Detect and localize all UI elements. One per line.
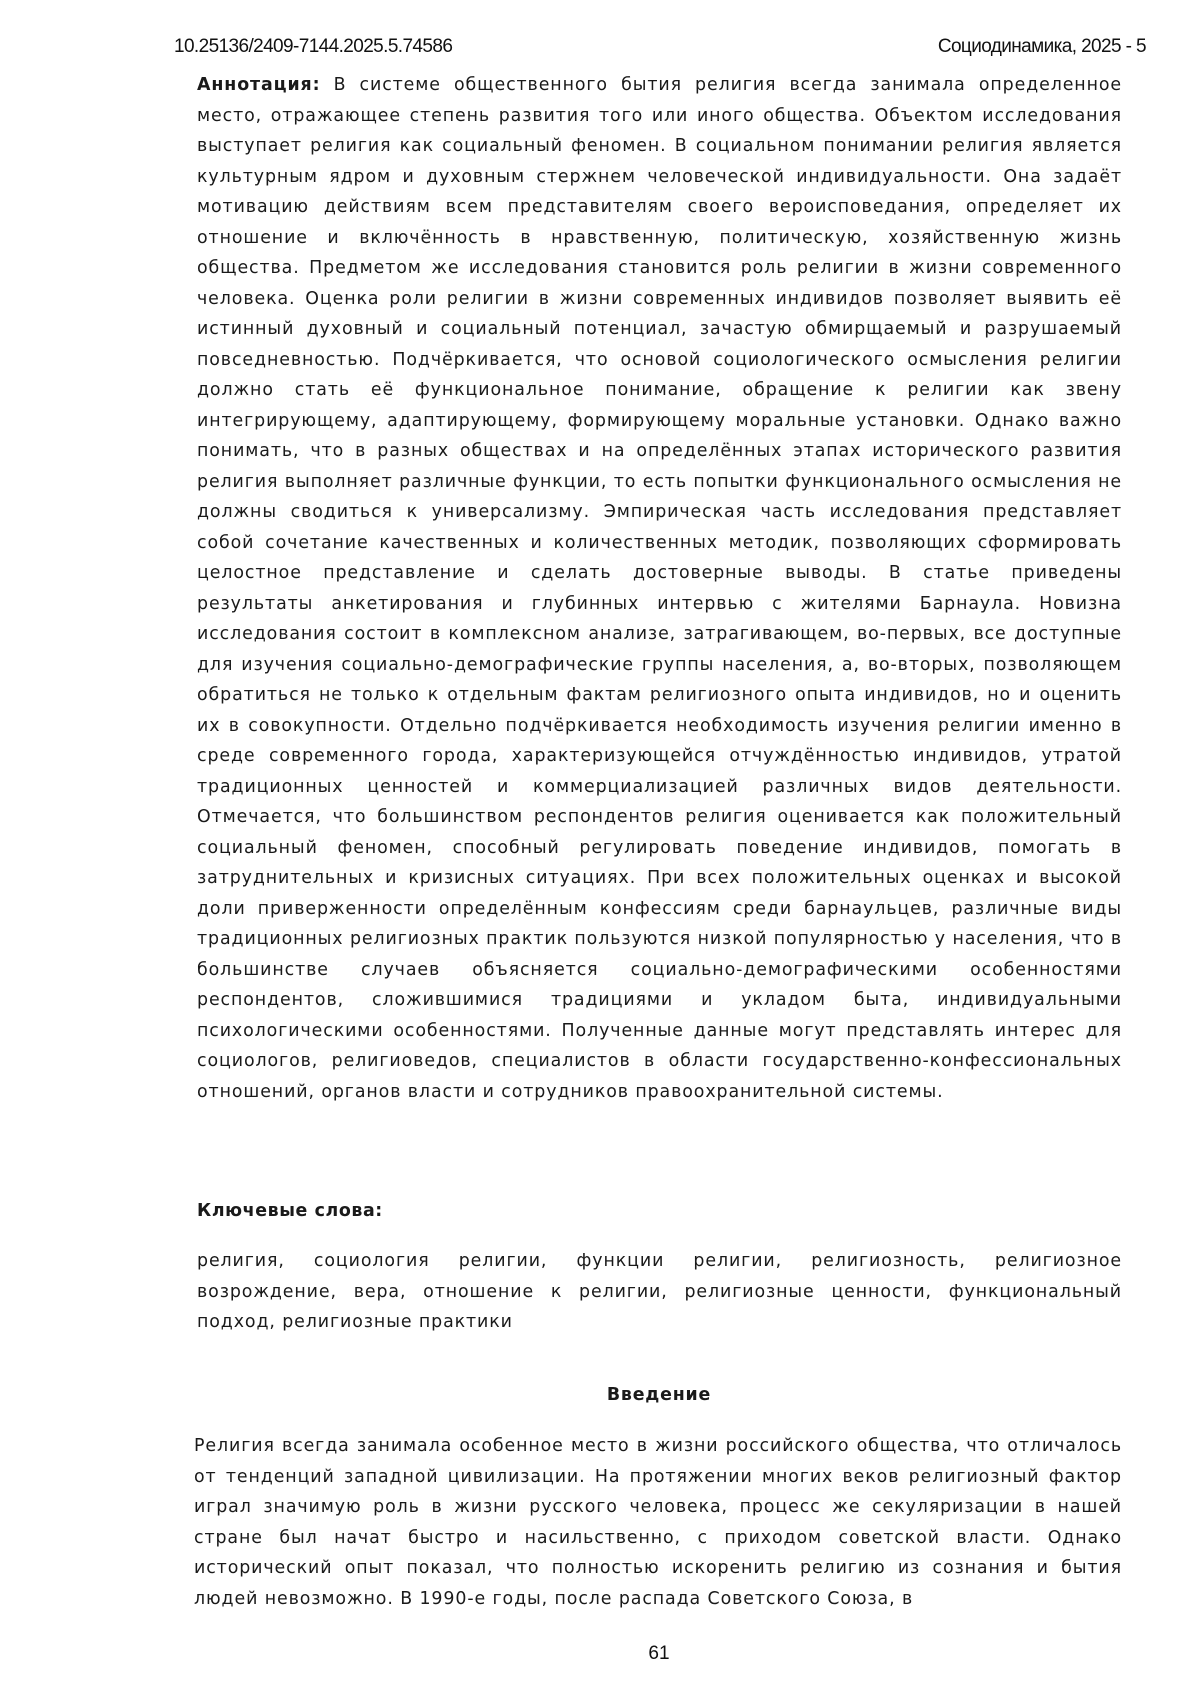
keywords-label: Ключевые слова: bbox=[197, 1201, 383, 1221]
abstract-text: В системе общественного бытия религия всегда занимала определенное место, отражающее степень развития того или иного общества. Объектом исследования выступает религия как социальный феномен. В социальном понимании религия является культурным ядром и духовным стержнем человеческой индивидуальности. Она задаёт мотивацию действиям всем представителям своего вероисповедания, определяет их отношение и включённость в нравственную, политическую, хозяйственную жизнь общества. Предметом же исследования становится роль религии в жизни современного человека. Оценка роли религии в жизни современных индивидов позволяет выявить её истинный духовный и социальный потенциал, зачастую обмирщаемый и разрушаемый повседневностью. Подчёркивается, что основой социологического осмысления религии должно стать её функциональное понимание, обращение к религии как звену интегрирующему, адаптирующему, формирующему моральные установки. Однако важно понимать, что в разных обществах и на определённых этапах исторического развития религия выполняет различные функции, то есть попытки функционального осмысления не должны сводиться к универсализму. Эмпирическая часть исследования представляет собой сочетание качественных и количественных методик, позволяющих сформировать целостное представление и сделать достоверные выводы. В статье приведены результаты анкетирования и глубинных интервью с жителями Барнаула. Новизна исследования состоит в комплексном анализе, затрагивающем, во-первых, все доступные для изучения социально-демографические группы населения, а, во-вторых, позволяющем обратиться не только к отдельным фактам религиозного опыта индивидов, но и оценить их в совокупности. Отдельно подчёркивается необходимость изучения религии именно в среде современного города, характеризующейся отчуждённостью индивидов, утратой традиционных ценностей и коммерциализацией различных видов деятельности. Отмечается, что большинством респондентов религия оценивается как положительный социальный феномен, способный регулировать поведение индивидов, помогать в затруднительных и кризисных ситуациях. При всех положительных оценках и высокой доли приверженности определённым конфессиям среди барнаульцев, различные виды традиционных религиозных практик пользуются низкой популярностью у населения, что в большинстве случаев объясняется социально-демографическими особенностями респондентов, сложившимися традициями и укладом быта, индивидуальными психологическими особенностями. Полученные данные могут представлять интерес для социологов, религиоведов, специалистов в области государственно-конфессиональных отношений, органов власти и сотрудников правоохранительной системы. bbox=[197, 75, 1122, 1102]
journal-header: Социодинамика, 2025 - 5 bbox=[938, 36, 1146, 58]
abstract-section bbox=[197, 72, 1122, 1154]
abstract-label: Аннотация: bbox=[197, 75, 320, 95]
introduction-title: Введение bbox=[0, 1385, 1200, 1405]
abstract-paragraph bbox=[197, 72, 1122, 1107]
page-number: 61 bbox=[0, 1643, 1200, 1665]
keywords-text: религия, социология религии, функции религии, религиозность, религиозное возрождение, вера, отношение к религии, религиозные ценности, функциональный подход, религиозные практики bbox=[197, 1246, 1122, 1338]
doi-header: 10.25136/2409-7144.2025.5.74586 bbox=[174, 36, 452, 58]
introduction-text: Религия всегда занимала особенное место в жизни российского общества, что отличалось от тенденций западной цивилизации. На протяжении многих веков религиозный фактор играл значимую роль в жизни русского человека, процесс же секуляризации в нашей стране был начат быстро и насильственно, с приходом советской власти. Однако исторический опыт показал, что полностью искоренить религию из сознания и бытия людей невозможно. В 1990-е годы, после распада Советского Союза, в bbox=[194, 1431, 1122, 1614]
